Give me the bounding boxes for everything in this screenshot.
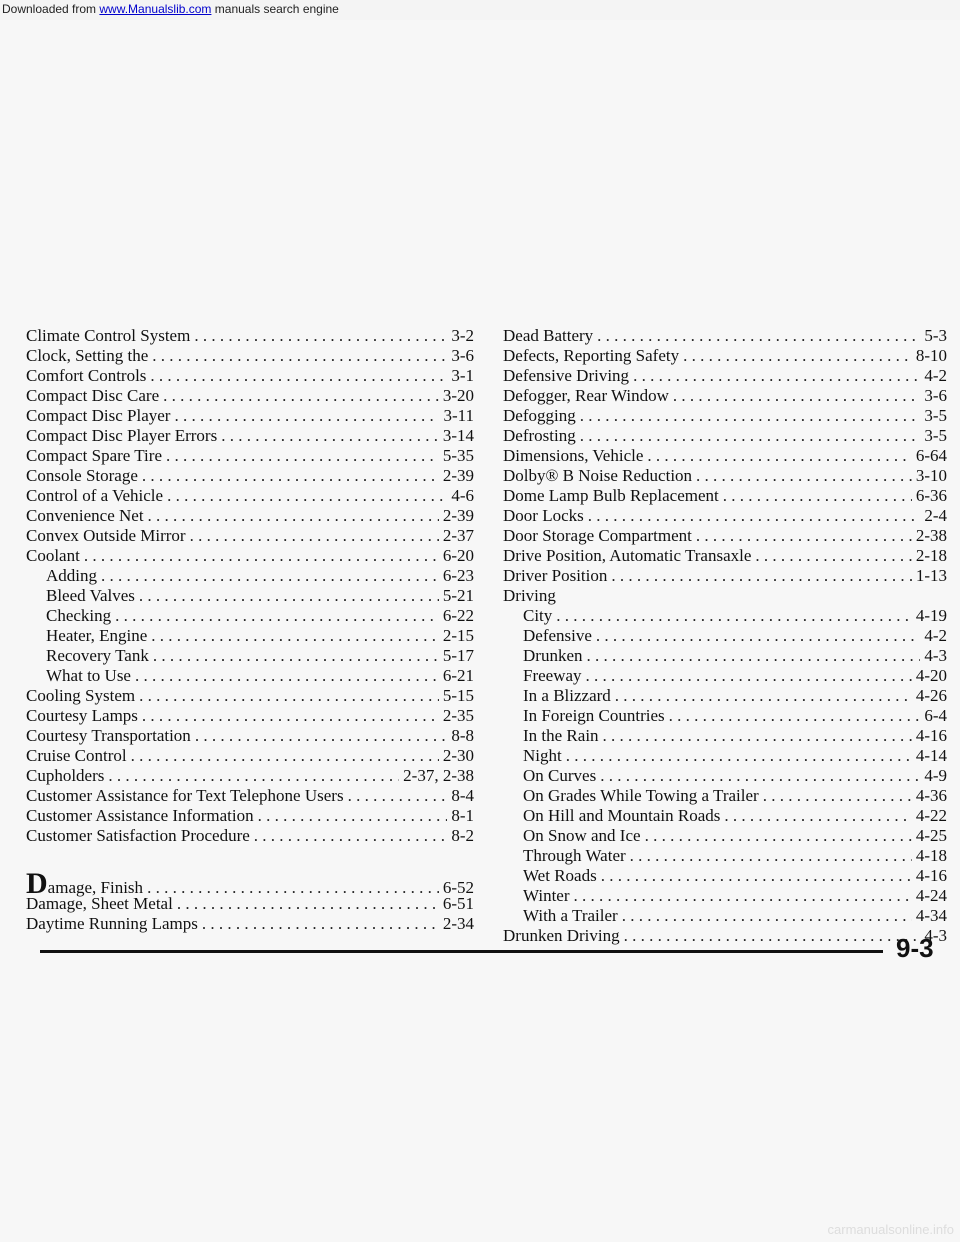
entry-label: Dead Battery [503,326,594,345]
dot-leader [142,706,439,726]
entry-label: Cruise Control [26,746,127,765]
page-reference: 4-2 [924,626,947,645]
page-reference: 8-2 [451,826,474,845]
index-entry [26,726,474,746]
index-entry [503,566,947,586]
page-reference: 8-8 [451,726,474,745]
entry-label: In a Blizzard [523,686,611,705]
entry-label: Climate Control System [26,326,191,345]
entry-label: Damage, Sheet Metal [26,894,173,913]
dot-leader [190,526,439,546]
dot-leader [153,646,439,666]
index-subentry [503,886,947,906]
page-reference: 4-20 [915,666,947,685]
page-reference: 4-24 [915,886,947,905]
dot-leader [724,806,911,826]
entry-label: Convex Outside Mirror [26,526,186,545]
entry-label: Compact Spare Tire [26,446,162,465]
index-subentry [503,606,947,626]
entry-label: On Grades While Towing a Trailer [523,786,759,805]
dot-leader [221,426,439,446]
entry-label: Dome Lamp Bulb Replacement [503,486,719,505]
entry-label: Defrosting [503,426,576,445]
index-entry [26,894,474,914]
page-reference: 5-15 [442,686,474,705]
dot-leader [574,886,912,906]
dot-leader [633,366,920,386]
page-reference: 4-34 [915,906,947,925]
dot-leader [683,346,912,366]
page-reference: 4-22 [915,806,947,825]
dot-leader [763,786,912,806]
entry-label: Driver Position [503,566,608,585]
entry-label: In Foreign Countries [523,706,665,725]
entry-label: Clock, Setting the [26,346,149,365]
entry-label: Drive Position, Automatic Transaxle [503,546,752,565]
entry-label: Recovery Tank [46,646,149,665]
index-entry [503,466,947,486]
page-reference: 6-22 [442,606,474,625]
page-reference: 5-35 [442,446,474,465]
page-reference: 6-36 [915,486,947,505]
index-subentry [503,866,947,886]
page-reference: 2-39 [442,466,474,485]
page-reference: 4-18 [915,846,947,865]
dot-leader [600,766,920,786]
entry-label: Console Storage [26,466,138,485]
page-reference: 8-1 [451,806,474,825]
page-reference: 2-4 [924,506,947,525]
index-entry [26,466,474,486]
entry-label: Customer Satisfaction Procedure [26,826,250,845]
page-reference: 5-17 [442,646,474,665]
dot-leader [151,626,439,646]
entry-label: What to Use [46,666,131,685]
dot-leader [696,466,912,486]
entry-label: Customer Assistance Information [26,806,254,825]
dot-leader [150,366,447,386]
index-entry [26,526,474,546]
index-subentry [503,666,947,686]
page-reference: 6-23 [442,566,474,585]
entry-label: Drunken [523,646,583,665]
index-subentry [503,906,947,926]
index-subentry [26,606,474,626]
dot-leader [148,506,439,526]
page-number: 9-3 [896,933,934,963]
index-subentry [503,786,947,806]
index-subentry [503,826,947,846]
page-reference: 6-64 [915,446,947,465]
index-entry [503,346,947,366]
dot-leader [588,506,921,526]
dot-leader [115,606,439,626]
index-entry [26,806,474,826]
dot-leader [195,726,448,746]
index-entry [26,426,474,446]
index-entry [503,506,947,526]
index-entry [503,326,947,346]
index-entry [26,746,474,766]
index-entry [26,786,474,806]
index-list-c [26,326,474,846]
dot-leader [611,566,911,586]
page-reference: 6-20 [442,546,474,565]
entry-label: Cupholders [26,766,105,785]
entry-label: Courtesy Transportation [26,726,191,745]
entry-label: Defensive [523,626,592,645]
page-reference: 3-1 [451,366,474,385]
page-reference: 2-37, 2-38 [403,766,474,785]
entry-label: Checking [46,606,112,625]
index-entry [26,686,474,706]
dot-leader [696,526,912,546]
page-reference: 3-11 [443,406,474,425]
page-reference: 4-16 [915,726,947,745]
page-reference: 3-5 [924,426,947,445]
index-entry [26,706,474,726]
entry-label: Courtesy Lamps [26,706,138,725]
page-reference: 2-38 [915,526,947,545]
page-reference: 4-36 [915,786,947,805]
index-entry [503,386,947,406]
page-reference: 3-5 [924,406,947,425]
dot-leader [615,686,912,706]
dot-leader [603,726,912,746]
entry-label: Dolby® B Noise Reduction [503,466,693,485]
dot-leader [152,346,447,366]
page-reference: 4-19 [915,606,947,625]
manualslib-link[interactable]: www.Manualslib.com [99,2,212,16]
page-reference: 1-13 [915,566,947,585]
dot-leader [601,866,912,886]
dot-leader [673,386,920,406]
dot-leader [101,566,439,586]
dot-leader [597,326,920,346]
index-subentry [503,726,947,746]
index-entry [26,386,474,406]
entry-label: Defogging [503,406,576,425]
index-list-d-continued [503,326,947,946]
page-reference: 4-3 [924,646,947,665]
dot-leader [258,806,448,826]
index-entry [26,914,474,934]
page-reference: 2-39 [442,506,474,525]
entry-label: In the Rain [523,726,599,745]
index-entry [503,446,947,466]
index-entry [26,446,474,466]
dot-leader [645,826,912,846]
page-reference: 3-10 [915,466,947,485]
dot-leader [177,894,439,914]
index-subentry [26,566,474,586]
entry-label: Winter [523,886,570,905]
entry-label: Defects, Reporting Safety [503,346,680,365]
index-subentry [503,706,947,726]
page-reference: 4-2 [924,366,947,385]
entry-label: Defensive Driving [503,366,630,385]
index-entry [26,326,474,346]
page-reference: 3-6 [924,386,947,405]
index-subentry [26,626,474,646]
page-reference: 4-14 [915,746,947,765]
dot-leader [108,766,399,786]
dot-leader [586,666,912,686]
dot-leader [254,826,448,846]
index-entry [26,546,474,566]
index-entry [503,546,947,566]
page-reference: 3-20 [442,386,474,405]
index-entry [26,406,474,426]
dot-leader [131,746,439,766]
page-reference: 6-51 [442,894,474,913]
dot-leader [163,386,439,406]
index-subentry [503,626,947,646]
entry-label: Driving [503,586,556,605]
page-reference: 2-18 [915,546,947,565]
entry-label: Convenience Net [26,506,144,525]
entry-label: Compact Disc Player Errors [26,426,218,445]
page-reference: 2-35 [442,706,474,725]
index-subentry [503,806,947,826]
entry-label-text: amage, Finish [47,878,144,897]
footer-rule [40,950,883,953]
page-reference: 5-21 [442,586,474,605]
dot-leader [135,666,439,686]
drop-cap: D [26,867,48,900]
index-subentry [503,646,947,666]
index-entry [26,826,474,846]
page-reference: 3-14 [442,426,474,445]
entry-label: Dimensions, Vehicle [503,446,644,465]
dot-leader [647,446,911,466]
index-heading [503,586,947,606]
entry-label: Comfort Controls [26,366,147,385]
dot-leader [556,606,912,626]
index-subentry [503,766,947,786]
index-entry [26,346,474,366]
banner-prefix: Downloaded from [2,2,100,16]
page-reference: 8-10 [915,346,947,365]
index-subentry [26,586,474,606]
entry-label: Door Storage Compartment [503,526,692,545]
entry-label: On Snow and Ice [523,826,641,845]
dot-leader [142,466,439,486]
dot-leader [167,486,447,506]
entry-label: Bleed Valves [46,586,135,605]
section-gap [26,846,474,874]
dot-leader [596,626,920,646]
index-entry [503,426,947,446]
page-reference: 4-16 [915,866,947,885]
page-reference: 6-21 [442,666,474,685]
entry-label: Daytime Running Lamps [26,914,198,933]
entry-label: Wet Roads [523,866,597,885]
entry-label: On Hill and Mountain Roads [523,806,721,825]
index-entry [503,406,947,426]
dot-leader [348,786,448,806]
entry-label: Adding [46,566,97,585]
dot-leader [630,846,912,866]
index-entry [503,926,947,946]
index-page [0,20,960,1242]
entry-label: Cooling System [26,686,136,705]
entry-label: Freeway [523,666,582,685]
page-reference: 2-37 [442,526,474,545]
index-list-d [26,867,474,934]
entry-label: Through Water [523,846,626,865]
entry-label: Compact Disc Care [26,386,160,405]
dot-leader [139,586,439,606]
page-reference: 3-2 [451,326,474,345]
page-reference: 2-15 [442,626,474,645]
index-subentry [503,846,947,866]
dot-leader [174,406,439,426]
index-entry [26,867,474,900]
page-reference: 6-52 [442,878,474,897]
entry-label: With a Trailer [523,906,618,925]
site-watermark: carmanualsonline.info [827,1222,954,1237]
dot-leader [202,914,439,934]
entry-label: Drunken Driving [503,926,620,945]
dot-leader [586,646,920,666]
page-reference: 6-4 [924,706,947,725]
page-reference: 4-9 [924,766,947,785]
page-reference: 5-3 [924,326,947,345]
dot-leader [669,706,921,726]
dot-leader [580,406,921,426]
entry-label: Heater, Engine [46,626,148,645]
dot-leader [723,486,912,506]
page-reference: 3-6 [451,346,474,365]
entry-label: Night [523,746,562,765]
index-subentry [26,646,474,666]
page-reference: 4-6 [451,486,474,505]
index-subentry [26,666,474,686]
index-subentry [503,746,947,766]
dot-leader [580,426,921,446]
entry-label: Defogger, Rear Window [503,386,669,405]
page-reference: 2-30 [442,746,474,765]
page-reference: 4-26 [915,686,947,705]
index-entry [26,506,474,526]
index-entry [503,526,947,546]
dot-leader [755,546,911,566]
entry-label: Control of a Vehicle [26,486,164,505]
entry-label: On Curves [523,766,597,785]
banner-suffix: manuals search engine [211,2,339,16]
page-reference: 4-3 [924,926,947,945]
entry-label: Customer Assistance for Text Telephone Users [26,786,344,805]
entry-label: Coolant [26,546,80,565]
dot-leader [624,926,921,946]
dot-leader [194,326,447,346]
page-reference: 4-25 [915,826,947,845]
page-reference: 8-4 [451,786,474,805]
entry-label: City [523,606,553,625]
dot-leader [84,546,439,566]
page-reference: 2-34 [442,914,474,933]
dot-leader [139,686,439,706]
download-banner [0,0,960,20]
index-entry [26,366,474,386]
dot-leader [566,746,912,766]
index-column-right [503,326,947,946]
entry-label: Compact Disc Player [26,406,171,425]
entry-label: Door Locks [503,506,584,525]
index-entry [503,366,947,386]
index-entry [26,766,474,786]
dot-leader [622,906,912,926]
dot-leader [166,446,439,466]
index-column-left [26,326,474,934]
index-entry [26,486,474,506]
index-subentry [503,686,947,706]
index-entry [503,486,947,506]
